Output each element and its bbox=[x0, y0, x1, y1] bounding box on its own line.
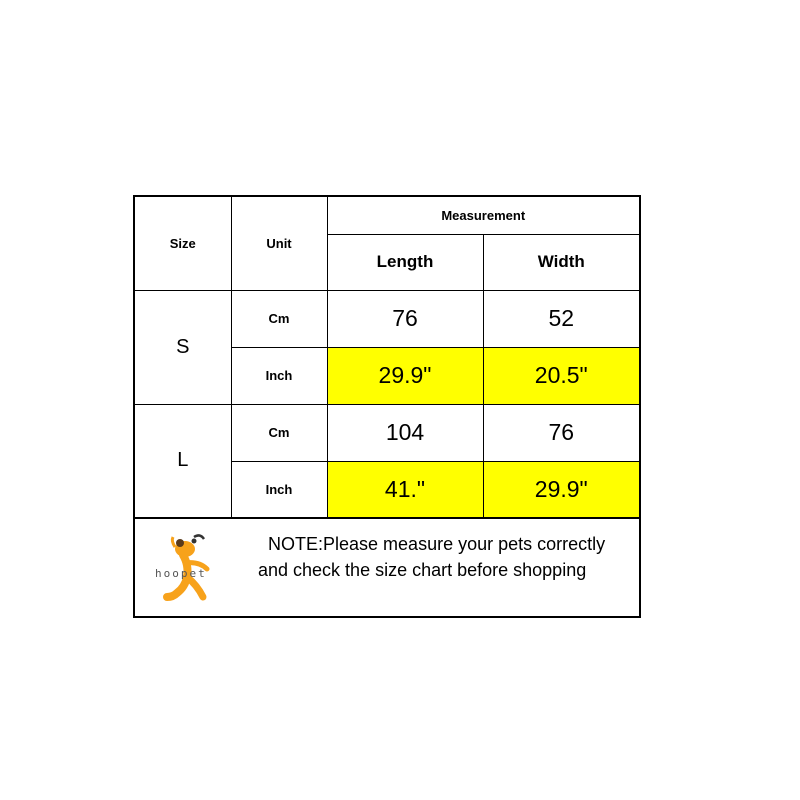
note-row bbox=[135, 517, 639, 616]
table-row bbox=[135, 290, 639, 347]
size-cell: L bbox=[135, 404, 231, 517]
header-length: Length bbox=[327, 234, 483, 290]
size-table bbox=[135, 197, 639, 518]
size-cell: S bbox=[135, 290, 231, 404]
table-row bbox=[135, 404, 639, 461]
length-cell: 41." bbox=[327, 461, 483, 517]
header-size: Size bbox=[135, 197, 231, 290]
unit-cell: Inch bbox=[231, 461, 327, 517]
unit-cell: Inch bbox=[231, 347, 327, 404]
unit-cell: Cm bbox=[231, 290, 327, 347]
length-cell: 104 bbox=[327, 404, 483, 461]
width-cell: 20.5" bbox=[483, 347, 639, 404]
note-text: NOTE:Please measure your pets correctly and check the size chart before shopping bbox=[258, 534, 611, 580]
width-cell: 76 bbox=[483, 404, 639, 461]
header-width: Width bbox=[483, 234, 639, 290]
width-cell: 29.9" bbox=[483, 461, 639, 517]
width-cell: 52 bbox=[483, 290, 639, 347]
unit-cell: Cm bbox=[231, 404, 327, 461]
svg-text:hoopet: hoopet bbox=[155, 567, 207, 580]
length-cell: 76 bbox=[327, 290, 483, 347]
header-unit: Unit bbox=[231, 197, 327, 290]
size-chart bbox=[133, 195, 641, 618]
header-measurement: Measurement bbox=[327, 197, 639, 234]
length-cell: 29.9" bbox=[327, 347, 483, 404]
hoopet-logo bbox=[153, 527, 235, 609]
